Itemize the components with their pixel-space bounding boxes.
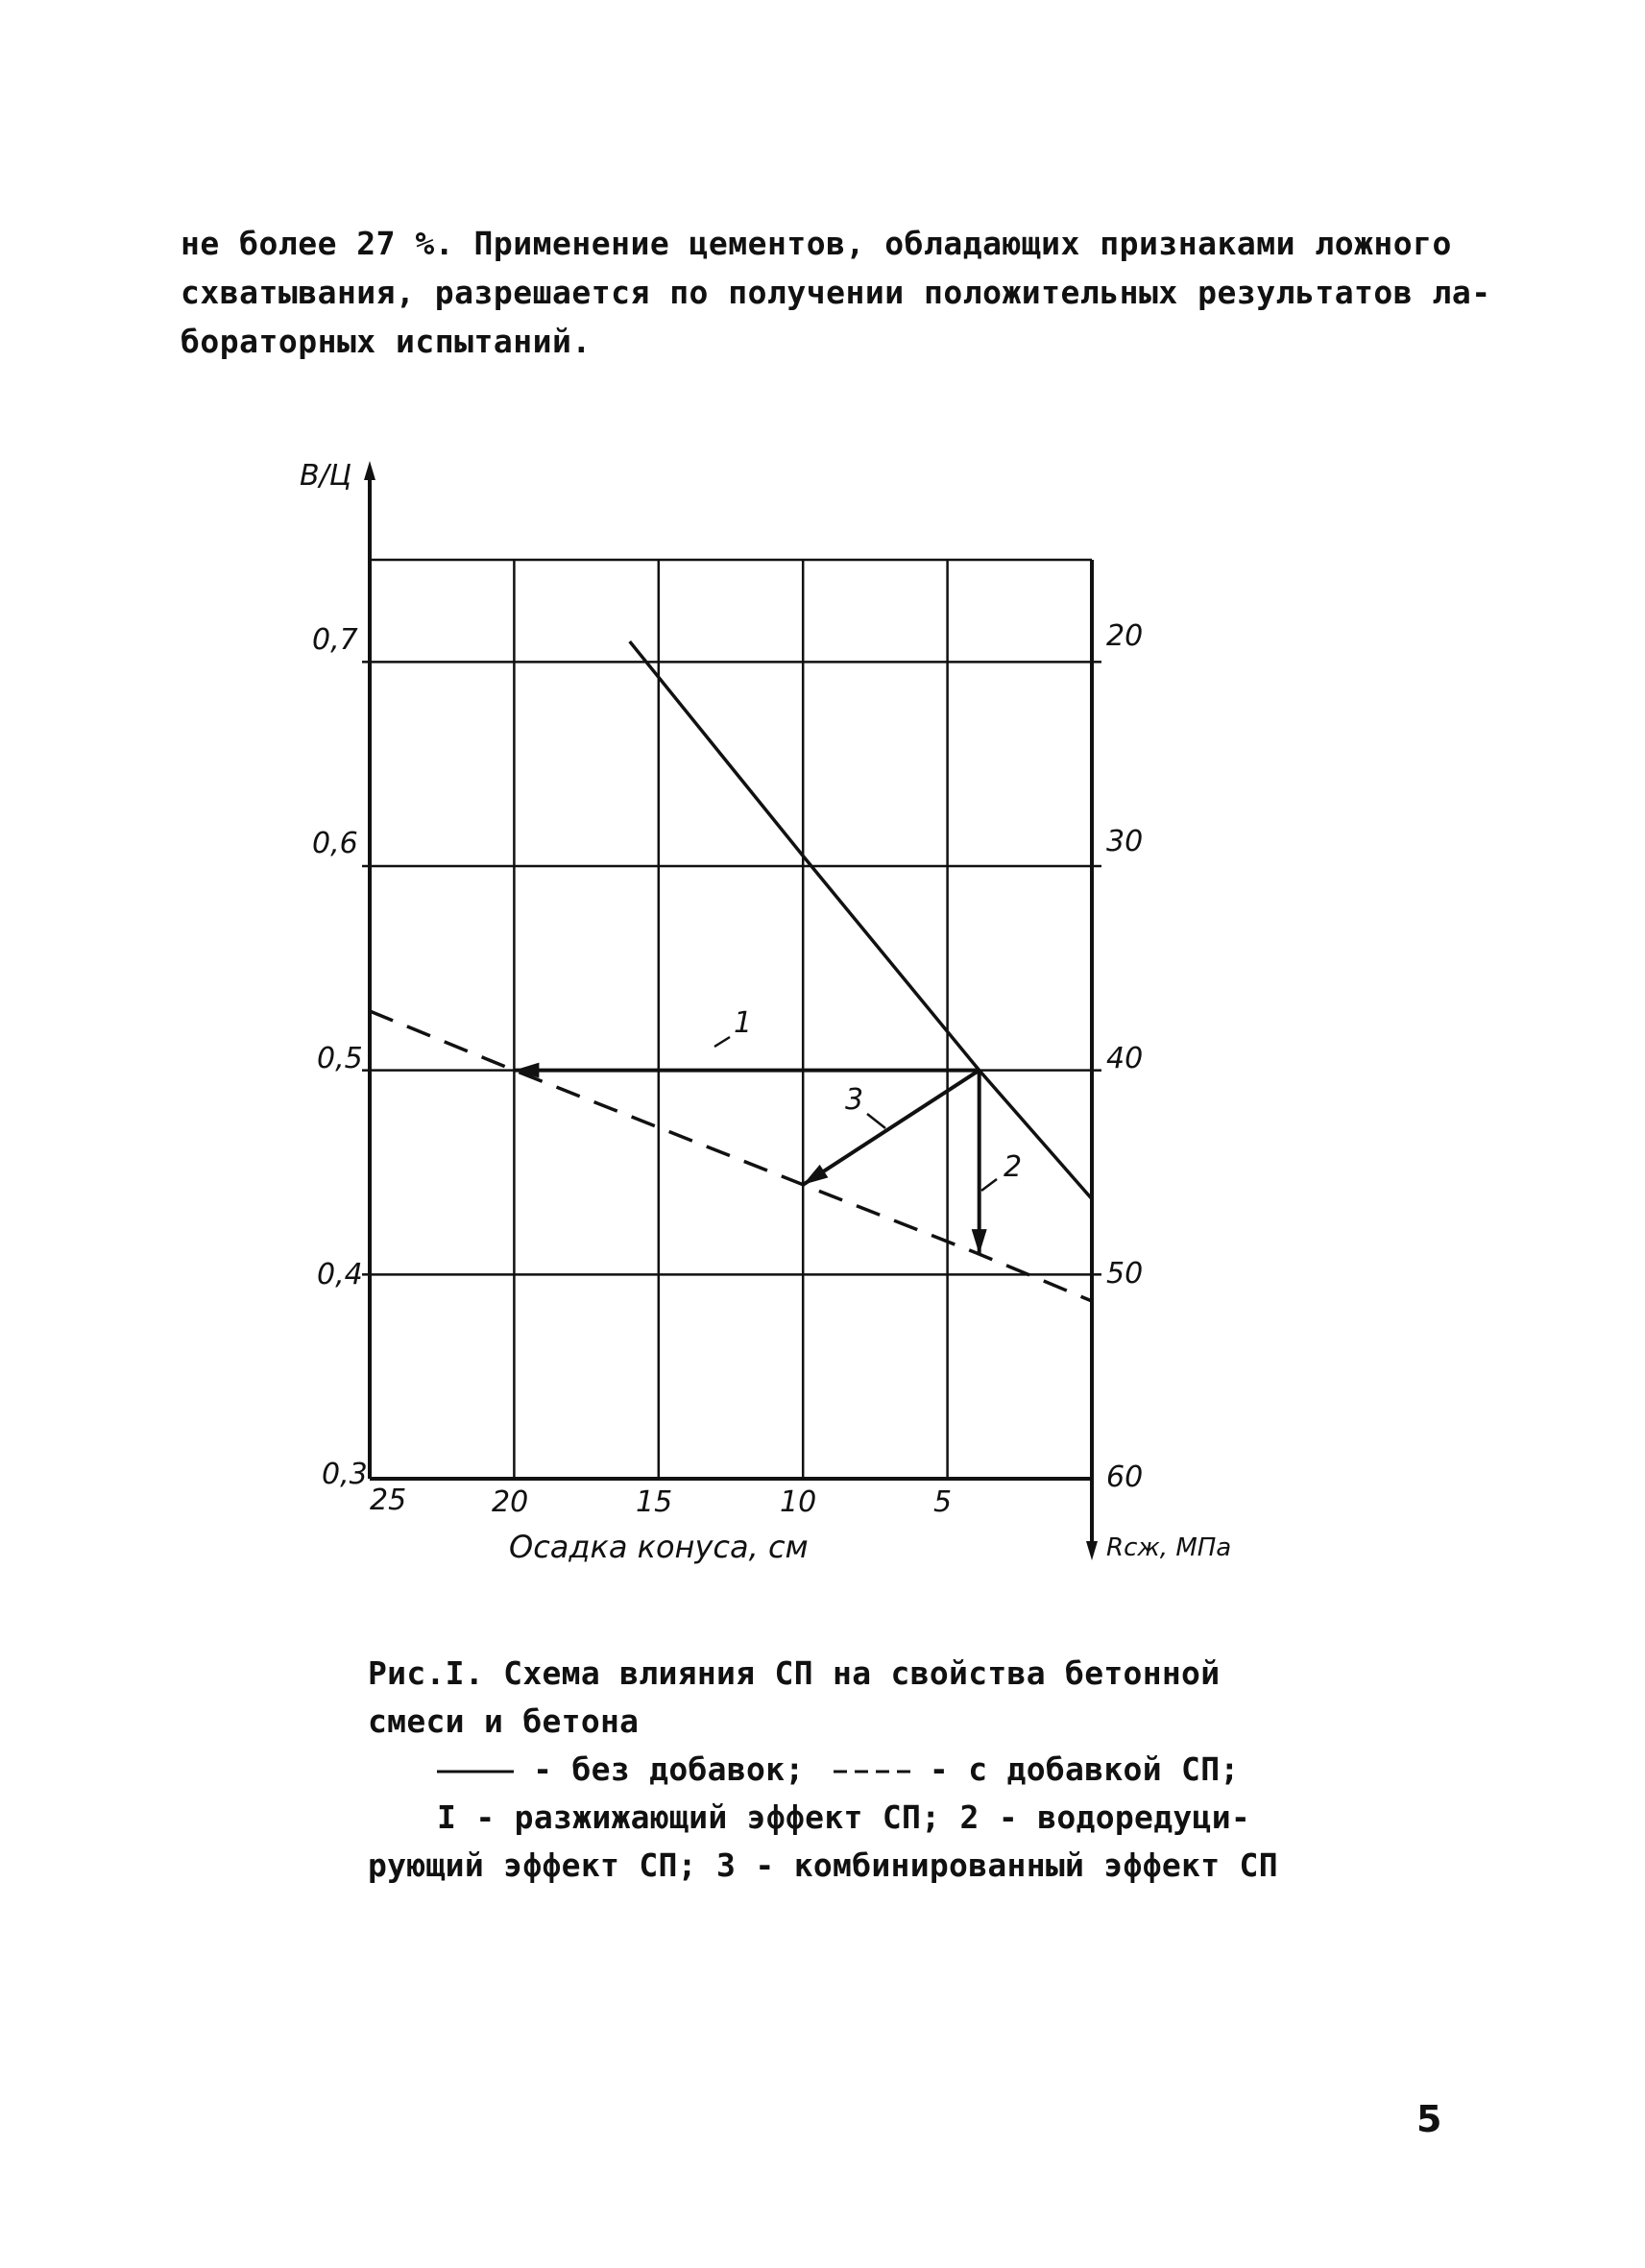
y-axis-label: В/Ц	[300, 459, 351, 493]
chart-grid	[362, 560, 1101, 1479]
page-number: 5	[1416, 2098, 1442, 2140]
y-tick-1: 0,6	[312, 827, 358, 860]
y-tick-3: 0,4	[317, 1258, 363, 1291]
y2-axis-arrow	[1086, 1541, 1098, 1560]
x-axis-label: Осадка конуса, см	[509, 1529, 809, 1565]
chart-axes	[364, 461, 1098, 1560]
legend-dashed-text: - с добавкой СП;	[929, 1750, 1240, 1788]
paragraph-line-3: бораторных испытаний.	[181, 323, 592, 360]
caption-title-line-2: смеси и бетона	[368, 1702, 640, 1740]
y-tick-4: 0,3	[322, 1458, 368, 1491]
y2-tick-0: 20	[1106, 619, 1144, 653]
arrowhead-3	[803, 1165, 828, 1185]
arrow-label-leader-2	[981, 1179, 997, 1191]
caption-legend	[368, 1746, 1280, 1794]
arrow-label-3: 3	[845, 1083, 864, 1117]
caption-effects-line-2: рующий эффект СП; 3 - комбинированный эффект СП	[368, 1846, 1278, 1884]
arrow-3	[803, 1071, 979, 1185]
y-tick-2: 0,5	[317, 1042, 363, 1075]
caption-title-line-1: Рис.I. Схема влияния СП на свойства бетонной	[368, 1654, 1221, 1692]
y-tick-0: 0,7	[312, 623, 358, 657]
x-tick-4: 5	[933, 1485, 953, 1519]
legend-solid-swatch	[437, 1762, 514, 1781]
paragraph-line-2: схватывания, разрешается по получении положительных результатов ла-	[181, 274, 1491, 311]
y2-tick-3: 50	[1106, 1257, 1144, 1291]
figure-caption	[368, 1650, 1280, 1890]
x-tick-0: 25	[370, 1484, 407, 1517]
caption-effects-line-1: I - разжижающий эффект СП; 2 - водоредуци-	[437, 1798, 1251, 1836]
arrow-label-2: 2	[1004, 1150, 1023, 1184]
y2-tick-4: 60	[1106, 1460, 1144, 1494]
y2-tick-1: 30	[1106, 825, 1144, 858]
series-line-dashed	[370, 1011, 1092, 1301]
x-tick-2: 15	[636, 1485, 673, 1519]
y2-axis-label: Rсж, МПа	[1106, 1533, 1232, 1562]
legend-solid-text: - без добавок;	[533, 1750, 805, 1788]
legend-dashed-swatch	[834, 1762, 910, 1781]
effect-arrows	[514, 1037, 997, 1254]
x-tick-3: 10	[780, 1485, 817, 1519]
y-axis-arrow	[364, 461, 375, 480]
arrow-label-1: 1	[734, 1006, 753, 1040]
arrow-label-leader-1	[714, 1037, 730, 1047]
arrow-label-leader-3	[867, 1114, 885, 1128]
x-tick-1: 20	[492, 1485, 529, 1519]
y2-tick-2: 40	[1106, 1042, 1144, 1075]
paragraph-line-1: не более 27 %. Применение цементов, обладающих признаками ложного	[181, 225, 1452, 262]
